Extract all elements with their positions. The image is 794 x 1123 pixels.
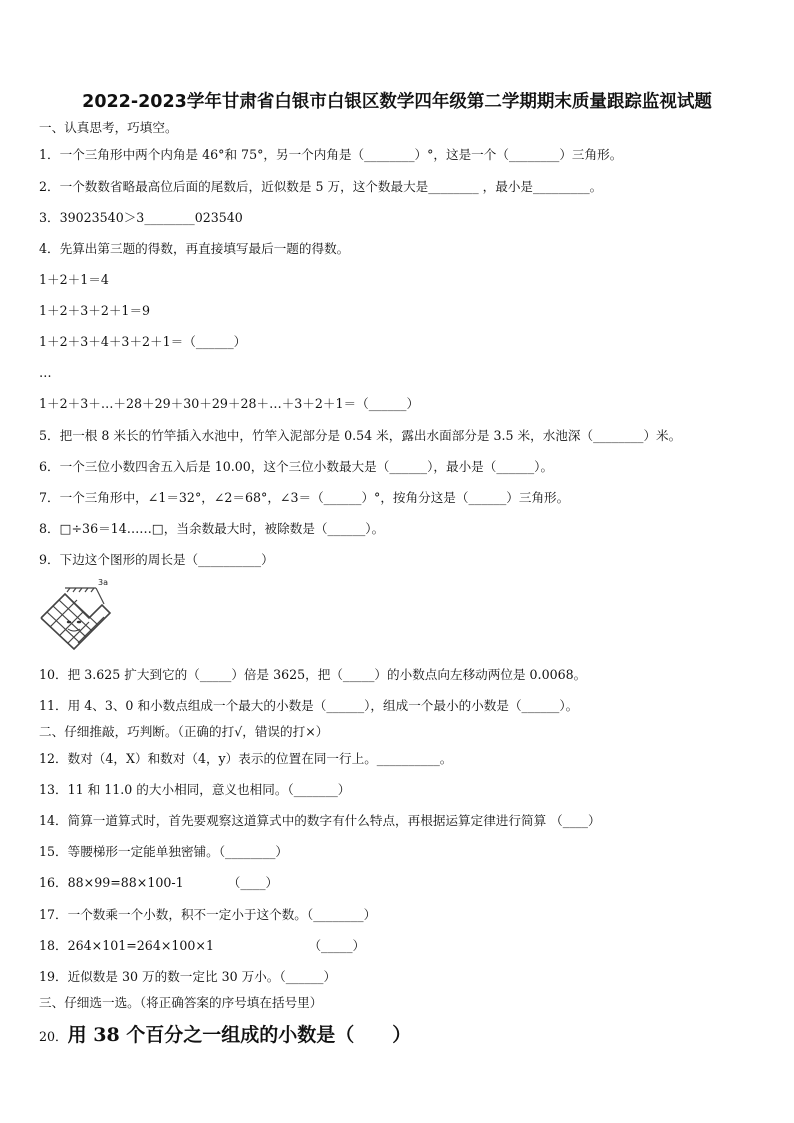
question-4: 4．先算出第三题的得数，再直接填写最后一题的得数。: [39, 241, 350, 256]
question-11: 11．用 4、3、0 和小数点组成一个最大的小数是（______），组成一个最小的小数是（______）。: [39, 698, 579, 713]
question-4-line-e: 1＋2＋3＋…＋28＋29＋30＋29＋28＋…＋3＋2＋1＝（______）: [39, 396, 420, 411]
question-1: 1．一个三角形中两个内角是 46°和 75°，另一个内角是（________）°，这是一个（________）三角形。: [39, 147, 623, 162]
question-3: 3．39023540＞3________023540: [39, 210, 243, 225]
question-20-number: 20．: [39, 1029, 68, 1044]
question-4-ellipsis: …: [39, 365, 52, 380]
question-14: 14．简算一道算式时，首先要观察这道算式中的数字有什么特点，再根据运算定律进行简算 （____）: [39, 813, 601, 828]
question-6: 6．一个三位小数四舍五入后是 10.00，这个三位小数最大是（______），最小是（______）。: [39, 459, 554, 474]
perimeter-figure: [38, 576, 114, 654]
question-13: 13．11 和 11.0 的大小相同，意义也相同。（_______）: [39, 782, 351, 797]
question-20: [39, 1020, 411, 1047]
question-10: 10．把 3.625 扩大到它的（_____）倍是 3625，把（_____）的小数点向左移动两位是 0.0068。: [39, 667, 587, 682]
question-9: 9．下边这个图形的周长是（__________）: [39, 552, 274, 567]
question-20-text: 用 38 个百分之一组成的小数是（ ）: [67, 1024, 412, 1046]
question-5: 5．把一根 8 米长的竹竿插入水池中，竹竿入泥部分是 0.54 米，露出水面部分是 3.5 米，水池深（________）米。: [39, 428, 682, 443]
question-12: 12．数对（4，X）和数对（4，y）表示的位置在同一行上。__________。: [39, 751, 453, 766]
section-heading-judge: 二、仔细推敲，巧判断。（正确的打√，错误的打×）: [39, 724, 329, 739]
question-16: 16．88×99=88×100-1 （____）: [39, 875, 279, 890]
question-18: 18．264×101=264×100×1 （_____）: [39, 938, 366, 953]
section-heading-choose: 三、仔细选一选。（将正确答案的序号填在括号里）: [39, 995, 323, 1010]
question-2: 2．一个数数省略最高位后面的尾数后，近似数是 5 万，这个数最大是________ ，最小是_________。: [39, 179, 603, 194]
page-title: 2022-2023学年甘肃省白银市白银区数学四年级第二学期期末质量跟踪监视试题: [82, 92, 712, 112]
question-19: 19．近似数是 30 万的数一定比 30 万小。（______）: [39, 969, 337, 984]
figure-label: 3a: [98, 578, 108, 587]
section-heading-fill: 一、认真思考，巧填空。: [39, 120, 178, 135]
question-4-line-a: 1＋2＋1＝4: [39, 272, 109, 287]
question-8: 8．□÷36＝14……□，当余数最大时，被除数是（______）。: [39, 521, 385, 536]
figure-grid: [41, 588, 110, 649]
question-4-line-b: 1＋2＋3＋2＋1＝9: [39, 303, 151, 318]
question-7: 7．一个三角形中，∠1＝32°，∠2＝68°，∠3＝（______）°，按角分这是（______）三角形。: [39, 490, 570, 505]
question-15: 15．等腰梯形一定能单独密铺。（________）: [39, 844, 289, 859]
question-4-line-c: 1＋2＋3＋4＋3＋2＋1＝（______）: [39, 334, 247, 349]
question-17: 17．一个数乘一个小数，积不一定小于这个数。（________）: [39, 907, 377, 922]
